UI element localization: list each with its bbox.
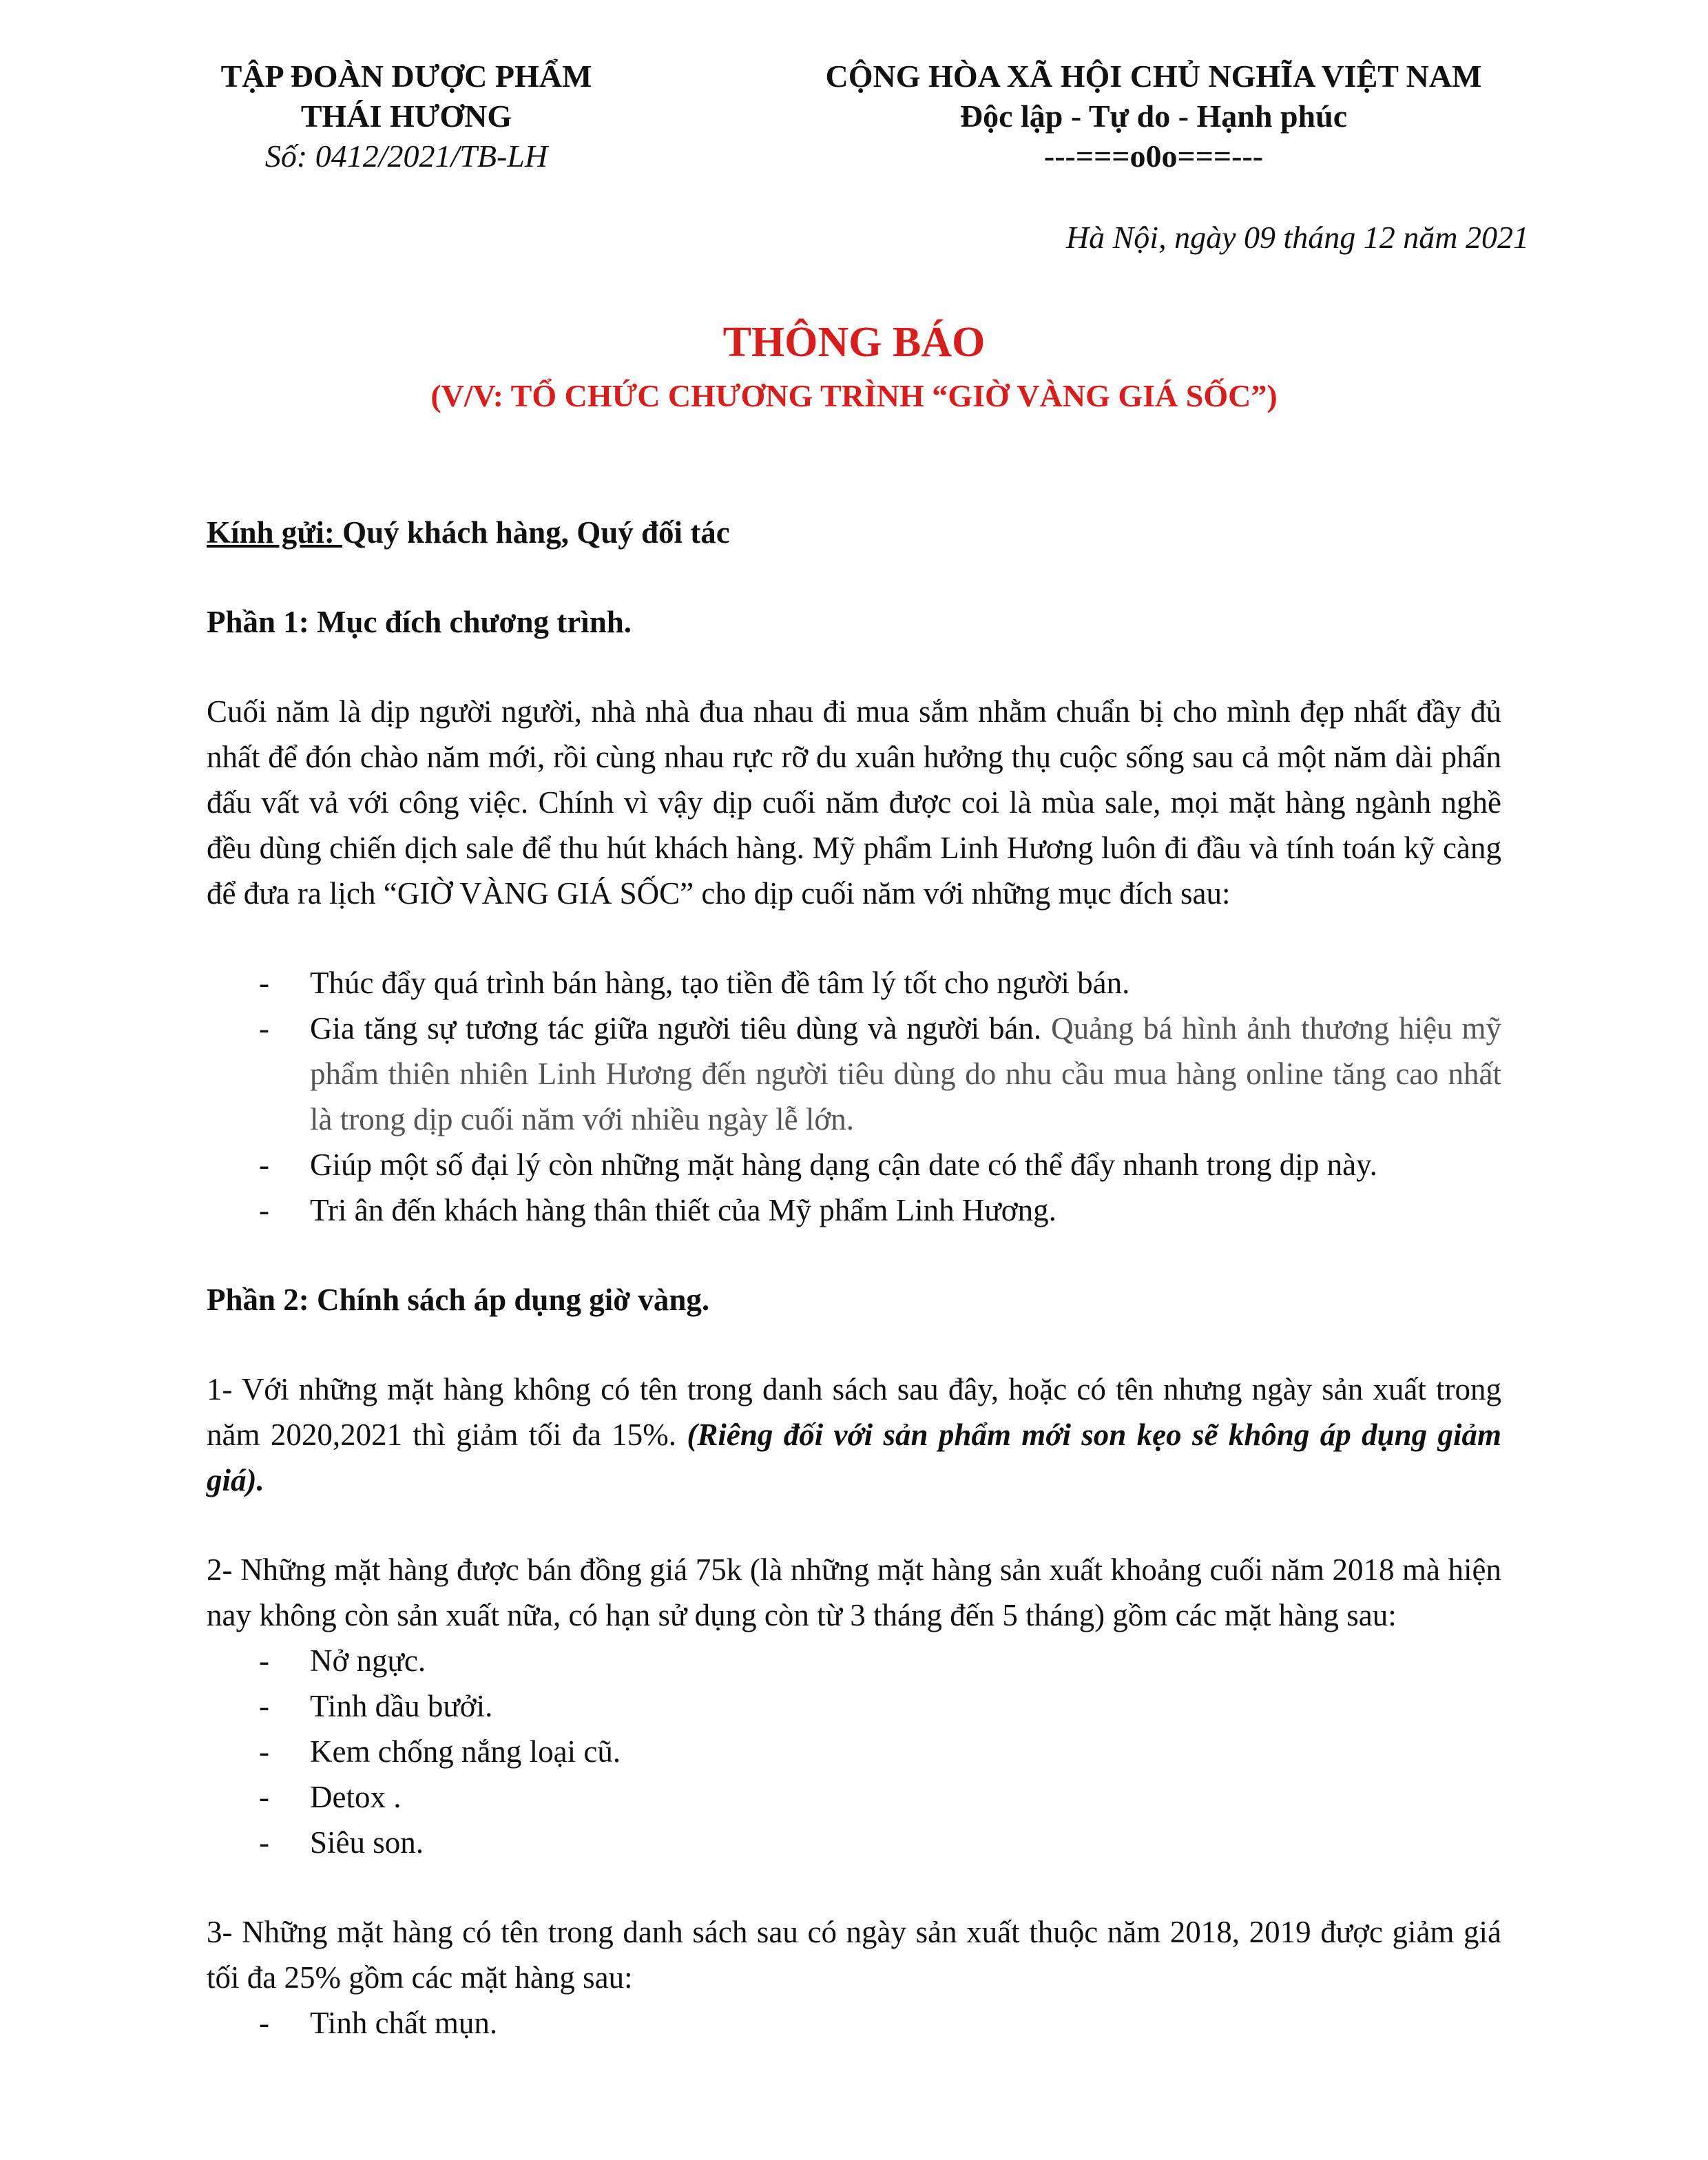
list-item: - Gia tăng sự tương tác giữa người tiêu dùng và người bán. Quảng bá hình ảnh thương hiệu mỹ phẩm thiên nhiên Linh Hương đến người tiêu dùng do nhu cầu mua hàng online tăng cao nhất là trong dịp cuối năm với nhiều ngày lễ lớn.: [207, 1006, 1501, 1142]
greeting-label: Kính gửi:: [207, 515, 343, 550]
national-motto: Độc lập - Tự do - Hạnh phúc: [959, 98, 1348, 134]
part2-heading: Phần 2: Chính sách áp dụng giờ vàng.: [207, 1282, 710, 1317]
policy-1-note: (Riêng đối với sản phẩm mới son kẹo sẽ không áp dụng giảm giá).: [207, 1418, 1501, 1497]
list-item: - Tinh dầu bưởi.: [207, 1683, 1501, 1729]
greeting: [207, 510, 1501, 555]
document-title: THÔNG BÁO: [722, 319, 986, 366]
org-name-line2: THÁI HƯƠNG: [300, 98, 512, 134]
organization-header: [165, 56, 647, 176]
national-header: [778, 56, 1529, 176]
part1-intro: Cuối năm là dịp người người, nhà nhà đua nhau đi mua sắm nhằm chuẩn bị cho mình đẹp nhất đầy đủ nhất để đón chào năm mới, rồi cùng nhau rực rỡ du xuân hưởng thụ cuộc sống sau cả một năm dài phấn đấu vất vả với công việc. Chính vì vậy dịp cuối năm được coi là mùa sale, mọi mặt hàng ngành nghề đều dùng chiến dịch sale để thu hút khách hàng. Mỹ phẩm Linh Hương luôn đi đầu và tính toán kỹ càng để đưa ra lịch “GIỜ VÀNG GIÁ SỐC” cho dịp cuối năm với những mục đích sau:: [207, 694, 1501, 911]
document-date: Hà Nội, ngày 09 tháng 12 năm 2021: [1065, 220, 1529, 255]
policy-2-product-list: [207, 1638, 1501, 1865]
list-item: - Kem chống nắng loại cũ.: [207, 1729, 1501, 1774]
list-item: - Giúp một số đại lý còn những mặt hàng dạng cận date có thể đẩy nhanh trong dịp này.: [207, 1142, 1501, 1187]
document-body: [207, 510, 1501, 2046]
list-item: - Detox .: [207, 1774, 1501, 1820]
part2-policy-1: 1- Với những mặt hàng không có tên trong danh sách sau đây, hoặc có tên nhưng ngày sản xuất trong năm 2020,2021 thì giảm tối đa 15%. (Riêng đối với sản phẩm mới son kẹo sẽ không áp dụng giảm giá).: [207, 1372, 1501, 1497]
header-separator: ---===o0o===---: [1043, 138, 1264, 174]
list-item: - Siêu son.: [207, 1820, 1501, 1865]
part2-policy-2: 2- Những mặt hàng được bán đồng giá 75k (là những mặt hàng sản xuất khoảng cuối năm 2018 mà hiện nay không còn sản xuất nữa, có hạn sử dụng còn từ 3 tháng đến 5 tháng) gồm các mặt hàng sau:: [207, 1552, 1501, 1632]
part1-purpose-list: [207, 960, 1501, 1233]
country-name: CỘNG HÒA XÃ HỘI CHỦ NGHĨA VIỆT NAM: [825, 59, 1482, 94]
document-subtitle: (V/V: TỔ CHỨC CHƯƠNG TRÌNH “GIỜ VÀNG GIÁ SỐC”): [430, 378, 1278, 413]
part2-policy-3: 3- Những mặt hàng có tên trong danh sách sau có ngày sản xuất thuộc năm 2018, 2019 được giảm giá tối đa 25% gồm các mặt hàng sau:: [207, 1915, 1501, 1995]
greeting-recipients: Quý khách hàng, Quý đối tác: [342, 515, 730, 550]
part1-heading: Phần 1: Mục đích chương trình.: [207, 605, 632, 639]
list-item: - Tri ân đến khách hàng thân thiết của Mỹ phẩm Linh Hương.: [207, 1187, 1501, 1233]
document-number: Số: 0412/2021/TB-LH: [264, 138, 548, 174]
list-item: - Nở ngực.: [207, 1638, 1501, 1683]
list-item: - Thúc đẩy quá trình bán hàng, tạo tiền đề tâm lý tốt cho người bán.: [207, 960, 1501, 1006]
policy-3-product-list: [207, 2000, 1501, 2046]
list-item: - Tinh chất mụn.: [207, 2000, 1501, 2046]
org-name-line1: TẬP ĐOÀN DƯỢC PHẨM: [220, 59, 592, 94]
